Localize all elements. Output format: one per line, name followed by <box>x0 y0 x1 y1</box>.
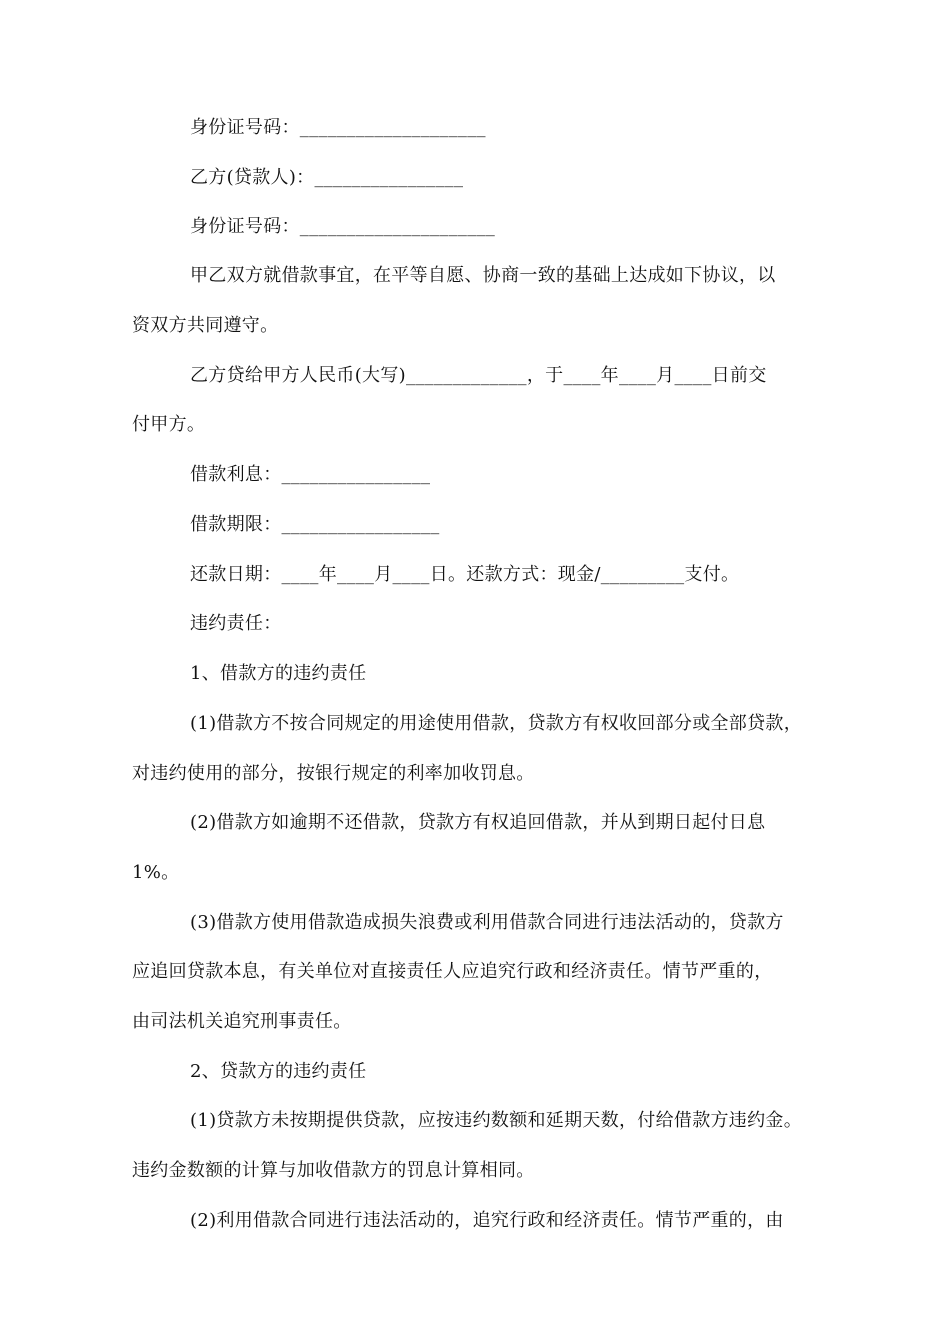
borrower-liability-heading: 1、借款方的违约责任 <box>190 663 367 684</box>
id-number-line-a: 身份证号码：____________________ <box>190 117 486 138</box>
loan-term-line: 借款期限：_________________ <box>190 514 440 535</box>
loan-interest-line: 借款利息：________________ <box>190 464 431 485</box>
agreement-intro-line-1: 甲乙双方就借款事宜，在平等自愿、协商一致的基础上达成如下协议，以 <box>190 265 776 286</box>
borrower-clause-2-line-2: 1%。 <box>132 862 180 883</box>
id-number-line-b: 身份证号码：_____________________ <box>190 216 496 237</box>
repayment-line: 还款日期：____年____月____日。还款方式：现金/_________支付。 <box>190 564 740 585</box>
lender-clause-2-line-1: (2)利用借款合同进行违法活动的，追究行政和经济责任。情节严重的，由 <box>190 1210 784 1231</box>
loan-amount-line-1: 乙方贷给甲方人民币(大写)_____________，于____年____月____日前交 <box>190 365 767 386</box>
lender-liability-heading: 2、贷款方的违约责任 <box>190 1061 367 1082</box>
borrower-clause-1-line-1: (1)借款方不按合同规定的用途使用借款，贷款方有权收回部分或全部贷款， <box>190 713 802 734</box>
agreement-intro-line-2: 资双方共同遵守。 <box>132 315 279 336</box>
lender-clause-1-line-2: 违约金数额的计算与加收借款方的罚息计算相同。 <box>132 1160 535 1181</box>
party-b-lender-line: 乙方(贷款人)：________________ <box>190 167 464 188</box>
borrower-clause-1-line-2: 对违约使用的部分，按银行规定的利率加收罚息。 <box>132 763 535 784</box>
lender-clause-1-line-1: (1)贷款方未按期提供贷款，应按违约数额和延期天数，付给借款方违约金。 <box>190 1110 802 1131</box>
borrower-clause-2-line-1: (2)借款方如逾期不还借款，贷款方有权追回借款，并从到期日起付日息 <box>190 812 766 833</box>
loan-amount-line-2: 付甲方。 <box>132 414 206 435</box>
borrower-clause-3-line-1: (3)借款方使用借款造成损失浪费或利用借款合同进行违法活动的，贷款方 <box>190 912 784 933</box>
borrower-clause-3-line-3: 由司法机关追究刑事责任。 <box>132 1011 352 1032</box>
borrower-clause-3-line-2: 应追回贷款本息，有关单位对直接责任人应追究行政和经济责任。情节严重的， <box>132 961 773 982</box>
breach-liability-heading: 违约责任： <box>190 613 282 634</box>
